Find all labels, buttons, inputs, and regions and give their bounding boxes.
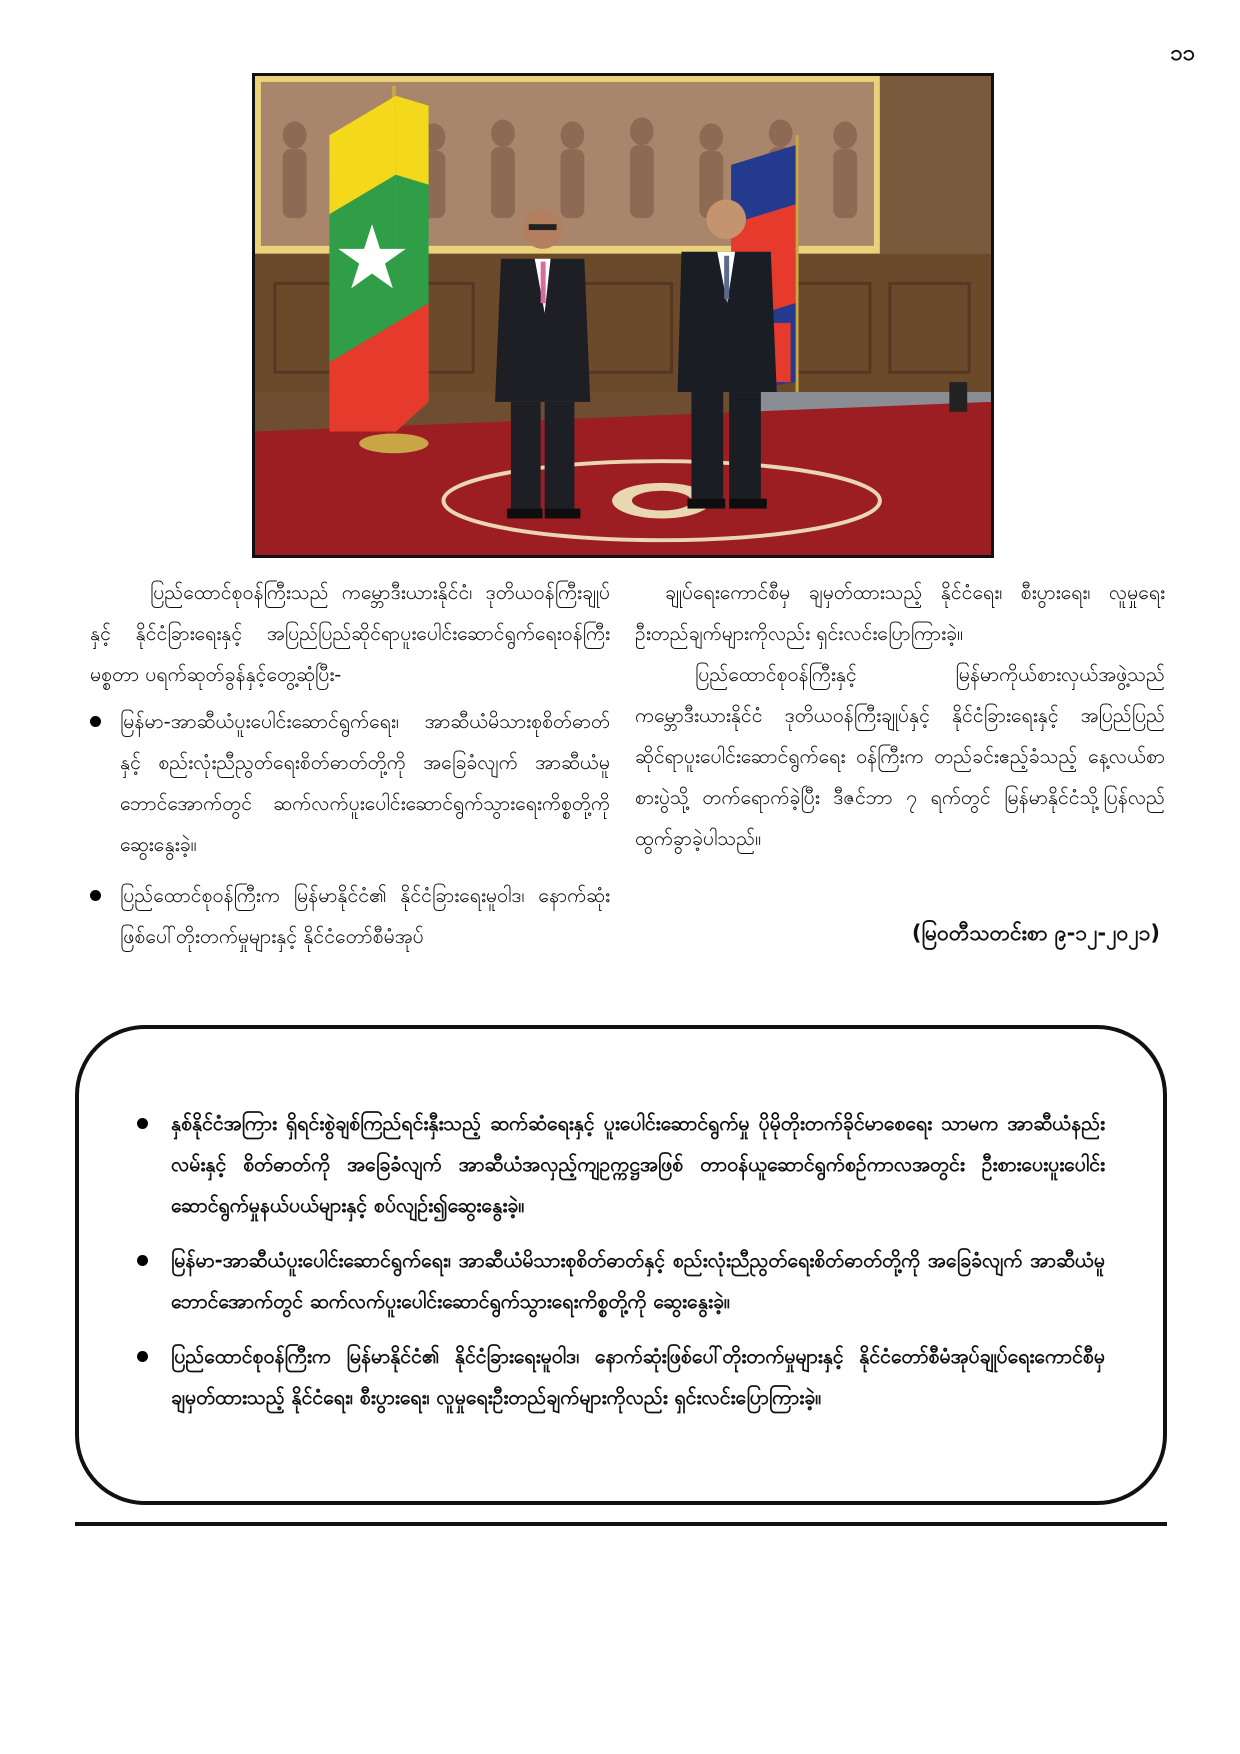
list-item: နှစ်နိုင်ငံအကြား ရှိရင်းစွဲချစ်ကြည်ရင်းနှီးသည့် ဆက်ဆံရေးနှင့် ပူးပေါင်းဆောင်ရွက်မှု ပိုမိုတိုးတက်ခိုင်မာစေရေး သာမက အာဆီယံနည်းလမ်းနှင့် စိတ်ဓာတ်ကို အခြေခံလျက် အာဆီယံအလှည့်ကျဥက္ကဋ္ဌအဖြစ် တာဝန်ယူဆောင်ရွက်စဉ်ကာလအတွင်း ဦးစားပေးပူးပေါင်းဆောင်ရွက်မှုနယ်ပယ်များနှင့် စပ်လျဉ်း၍ဆွေးနွေးခဲ့။	[137, 1103, 1105, 1226]
summary-box	[75, 1025, 1167, 1505]
intro-paragraph: ပြည်ထောင်စုဝန်ကြီးသည် ကမ္ဘောဒီးယားနိုင်ငံ၊ ဒုတိယဝန်ကြီးချုပ်နှင့် နိုင်ငံခြားရေးနှင့် အပြည်ပြည်ဆိုင်ရာပူးပေါင်းဆောင်ရွက်ရေးဝန်ကြီး မစ္စတာ ပရက်ဆုတ်ခွန်နှင့်တွေ့ဆုံပြီး-	[90, 581, 610, 686]
list-item: ပြည်ထောင်စုဝန်ကြီးက မြန်မာနိုင်ငံ၏ နိုင်ငံခြားရေးမူဝါဒ၊ နောက်ဆုံးဖြစ်ပေါ်တိုးတက်မှုများနှင့် နိုင်ငံတော်စီမံအုပ်ချုပ်ရေးကောင်စီမှ ချမှတ်ထားသည့် နိုင်ငံရေး၊ စီးပွားရေး၊ လူမှုရေးဦးတည်ချက်များကိုလည်း ရှင်းလင်းပြောကြားခဲ့။	[137, 1336, 1105, 1418]
page-number: ၁၁	[1170, 41, 1195, 66]
continued-paragraph: ချုပ်ရေးကောင်စီမှ ချမှတ်ထားသည့် နိုင်ငံရေး၊ စီးပွားရေး၊ လူမှုရေးဦးတည်ချက်များကိုလည်း ရှင်းလင်းပြောကြားခဲ့။	[635, 581, 1165, 645]
source-citation: (မြဝတီသတင်းစာ ၉-၁၂-၂၀၂၁)	[911, 921, 1160, 945]
left-bullet-list	[90, 701, 610, 957]
article-right-column	[635, 572, 1165, 859]
bullet-icon	[90, 716, 101, 727]
meeting-photo-icon	[255, 76, 991, 555]
bullet-icon	[90, 890, 101, 901]
horizontal-divider	[75, 1522, 1167, 1526]
summary-list	[137, 1103, 1105, 1418]
bullet-icon	[137, 1118, 148, 1129]
meeting-photo	[252, 73, 994, 558]
list-item: မြန်မာ-အာဆီယံပူးပေါင်းဆောင်ရွက်ရေး၊ အာဆီယံမိသားစုစိတ်ဓာတ်နှင့် စည်းလုံးညီညွတ်ရေးစိတ်ဓာတ်တို့ကို အခြေခံလျက် အာဆီယံမူဘောင်အောက်တွင် ဆက်လက်ပူးပေါင်းဆောင်ရွက်သွားရေးကိစ္စတို့ကို ဆွေးနွေးခဲ့။	[90, 701, 610, 865]
bullet-icon	[137, 1255, 148, 1266]
bullet-icon	[137, 1351, 148, 1362]
list-item: မြန်မာ-အာဆီယံပူးပေါင်းဆောင်ရွက်ရေး၊ အာဆီယံမိသားစုစိတ်ဓာတ်နှင့် စည်းလုံးညီညွတ်ရေးစိတ်ဓာတ်တို့ကို အခြေခံလျက် အာဆီယံမူဘောင်အောက်တွင် ဆက်လက်ပူးပေါင်းဆောင်ရွက်သွားရေးကိစ္စတို့ကို ဆွေးနွေးခဲ့။	[137, 1240, 1105, 1322]
article-left-column	[90, 572, 610, 967]
closing-paragraph: ပြည်ထောင်စုဝန်ကြီးနှင့် မြန်မာကိုယ်စားလှယ်အဖွဲ့သည် ကမ္ဘောဒီးယားနိုင်ငံ ဒုတိယဝန်ကြီးချုပ်နှင့် နိုင်ငံခြားရေးနှင့် အပြည်ပြည်ဆိုင်ရာပူးပေါင်းဆောင်ရွက်ရေး ဝန်ကြီးက တည်ခင်းဧည့်ခံသည့် နေ့လယ်စာစားပွဲသို့ တက်ရောက်ခဲ့ပြီး ဒီဇင်ဘာ ၇ ရက်တွင် မြန်မာနိုင်ငံသို့ပြန်လည်ထွက်ခွာခဲ့ပါသည်။	[635, 663, 1165, 850]
list-item: ပြည်ထောင်စုဝန်ကြီးက မြန်မာနိုင်ငံ၏ နိုင်ငံခြားရေးမူဝါဒ၊ နောက်ဆုံးဖြစ်ပေါ်တိုးတက်မှုများနှင့် နိုင်ငံတော်စီမံအုပ်	[90, 875, 610, 957]
